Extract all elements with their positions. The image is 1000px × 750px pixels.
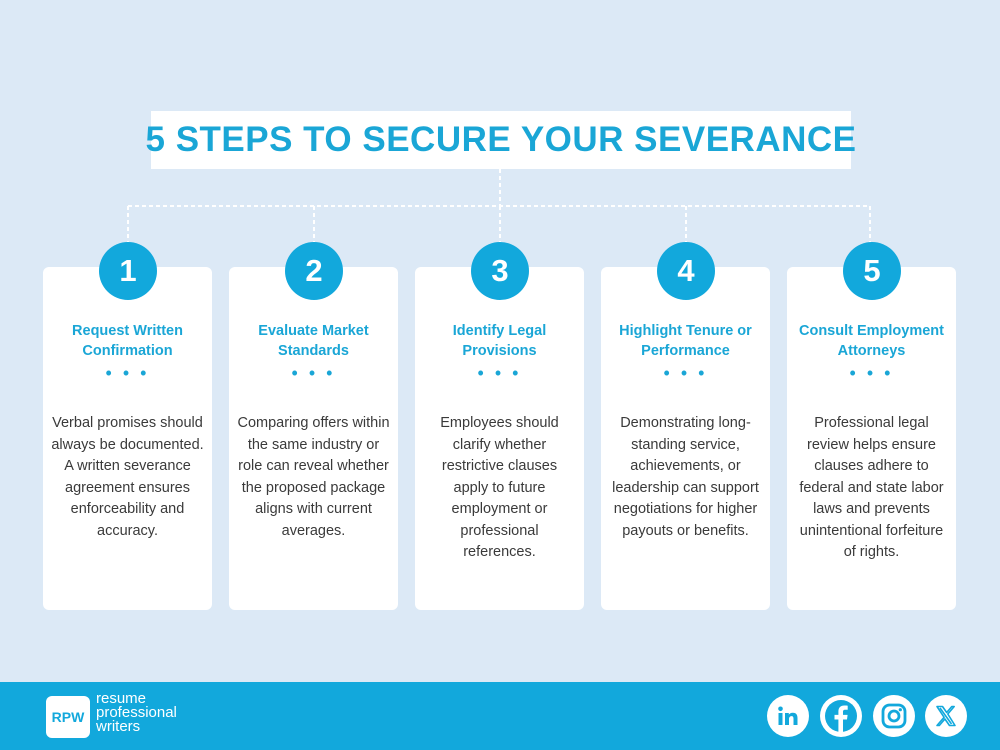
step-number-3: 3 (471, 242, 529, 300)
step-title: Request Written Confirmation (72, 323, 183, 359)
logo-line-writers: writers (96, 718, 141, 735)
logo-wordmark[interactable] (96, 692, 177, 734)
step-number-1: 1 (99, 242, 157, 300)
step-dots-divider: • • • (849, 363, 894, 383)
step-description: Professional legal review helps ensure clauses adhere to federal and state labor laws and prevents unintentional forfeiture of rights. (799, 415, 944, 560)
step-number-2: 2 (285, 242, 343, 300)
page-title: 5 STEPS TO SECURE YOUR SEVERANCE (145, 120, 857, 159)
step-dots-divider: • • • (291, 363, 336, 383)
facebook-icon[interactable] (820, 695, 862, 737)
step-dots-divider: • • • (663, 363, 708, 383)
step-dots-divider: • • • (105, 363, 150, 383)
step-description: Employees should clarify whether restrictive clauses apply to future employment or professional references. (440, 415, 559, 560)
step-card-4 (601, 267, 770, 610)
step-card-5 (787, 267, 956, 610)
logo-line-professional: professional (96, 704, 177, 721)
step-description: Verbal promises should always be documented. A written severance agreement ensures enforceability and accuracy. (51, 415, 204, 539)
x-icon[interactable] (925, 695, 967, 737)
step-card-2 (229, 267, 398, 610)
step-title: Highlight Tenure or Performance (619, 323, 752, 359)
step-title: Consult Employment Attorneys (798, 323, 944, 359)
footer-bar (0, 682, 1000, 750)
step-number-4: 4 (657, 242, 715, 300)
logo-badge-text: RPW (51, 709, 85, 725)
step-card-1 (43, 267, 212, 610)
step-number-5: 5 (843, 242, 901, 300)
logo-line-resume: resume (96, 690, 147, 707)
step-description: Comparing offers within the same industry or role can reveal whether the proposed package aligns with current averages. (237, 415, 390, 539)
step-description: Demonstrating long-standing service, achievements, or leadership can support negotiations for higher payouts or benefits. (612, 415, 759, 539)
step-dots-divider: • • • (477, 363, 522, 383)
linkedin-icon[interactable] (767, 695, 809, 737)
step-title: Evaluate Market Standards (258, 323, 369, 359)
instagram-icon[interactable] (873, 695, 915, 737)
step-title: Identify Legal Provisions (452, 323, 547, 359)
rpw-logo-badge[interactable] (46, 696, 90, 738)
step-card-3 (415, 267, 584, 610)
